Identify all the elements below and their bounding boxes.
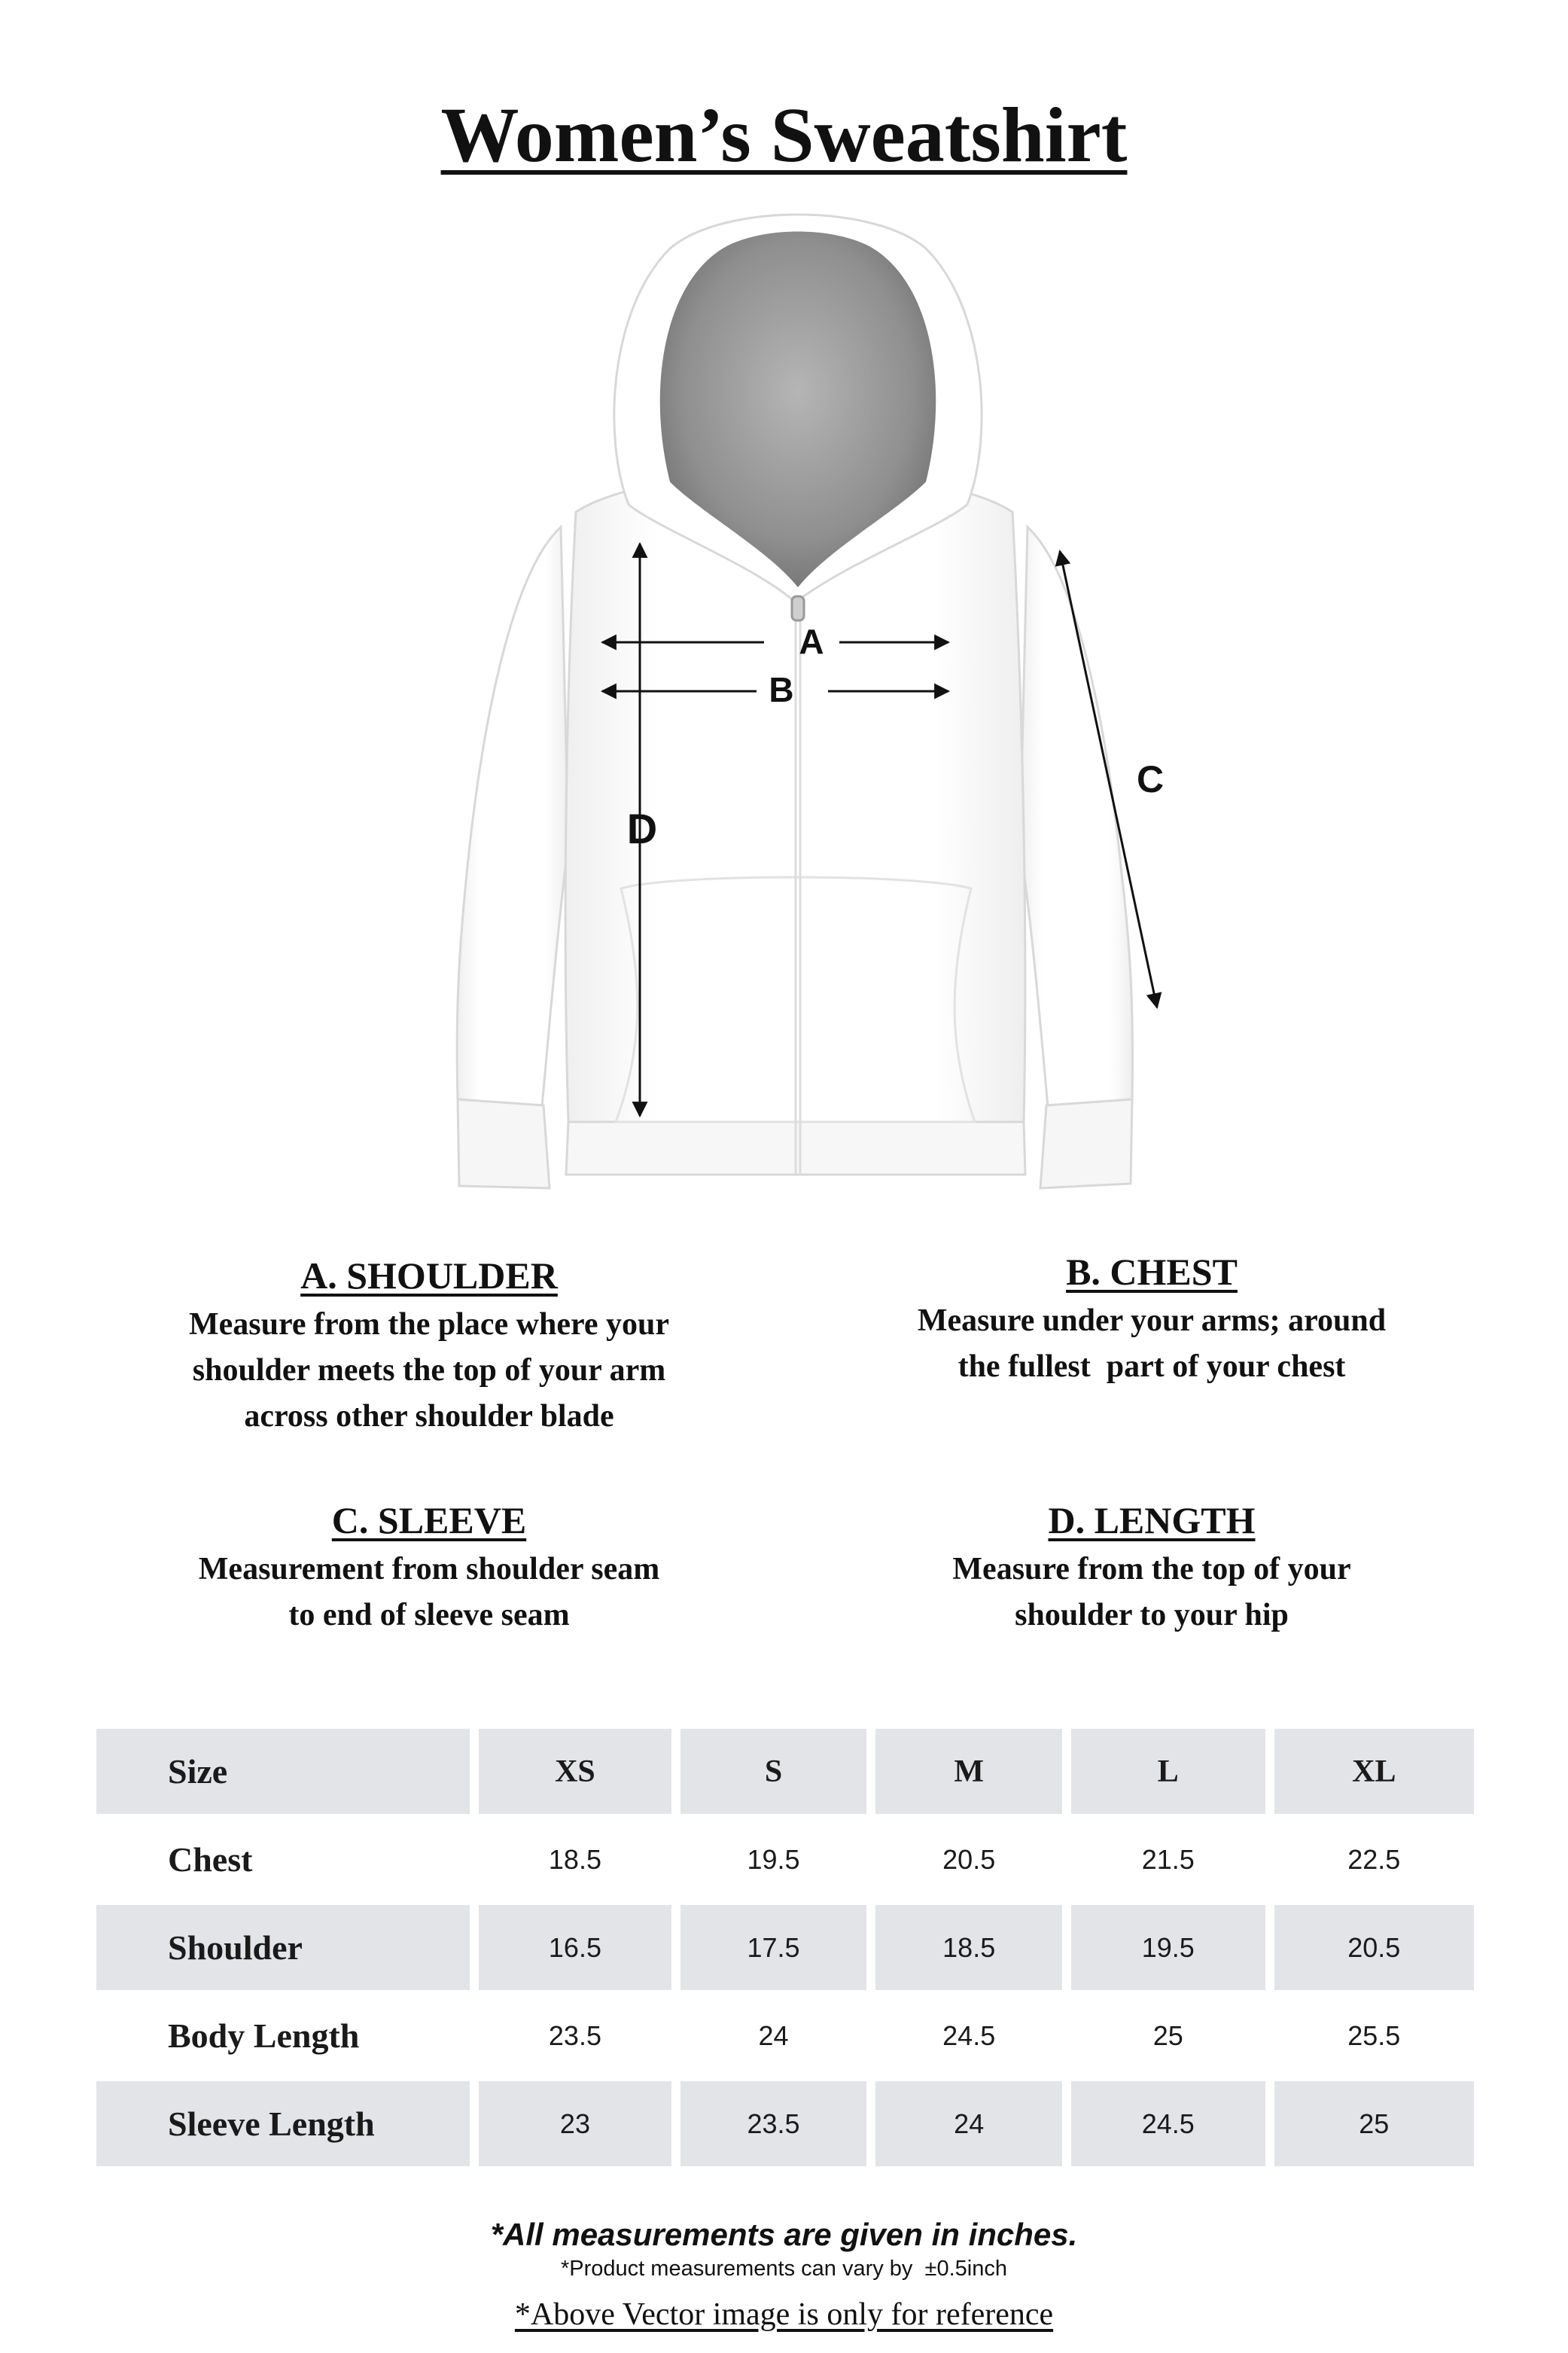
section-heading: A. SHOULDER <box>300 1254 558 1297</box>
row-label: Sleeve Length <box>96 2081 470 2166</box>
section-description: Measure under your arms; around the fullest part of your chest <box>917 1303 1387 1384</box>
label-d: D <box>626 805 658 852</box>
table-cell: 19.5 <box>747 1843 800 1875</box>
section-shoulder <box>143 1254 715 1440</box>
table-cell: 24.5 <box>942 2019 996 2051</box>
table-cell: 23.5 <box>548 2019 601 2051</box>
table-cell: 20.5 <box>942 1843 996 1875</box>
header-cell: Size <box>96 1729 470 1814</box>
table-cell: 20.5 <box>1274 1905 1474 1990</box>
page-title: Women’s Sweatshirt <box>440 92 1128 178</box>
section-description: Measure from the place where your shoulder meets the top of your arm across other shoulder blade <box>188 1307 670 1434</box>
label-c: C <box>1136 758 1165 800</box>
section-sleeve <box>143 1498 715 1638</box>
table-row <box>96 1993 1474 2078</box>
table-row <box>96 2081 1474 2166</box>
sweatshirt-shape <box>457 215 1132 1188</box>
label-b: B <box>769 670 794 709</box>
table-row <box>96 1905 1474 1990</box>
table-cell: 25.5 <box>1347 2019 1401 2051</box>
header-cell: L <box>1071 1729 1265 1814</box>
header-cell: S <box>680 1729 867 1814</box>
table-cell: 22.5 <box>1347 1843 1401 1875</box>
table-cell: 21.5 <box>1141 1843 1195 1875</box>
label-a: A <box>799 622 824 661</box>
section-heading: C. SLEEVE <box>331 1499 527 1541</box>
section-chest <box>858 1250 1445 1390</box>
note-inches: *All measurements are given in inches. <box>490 2217 1078 2252</box>
table-cell: 24.5 <box>1071 2081 1265 2166</box>
table-cell: 23.5 <box>680 2081 867 2166</box>
table-cell: 18.5 <box>548 1843 601 1875</box>
table-row <box>96 1817 1474 1902</box>
note-reference: *Above Vector image is only for reference <box>514 2297 1054 2332</box>
note-variance: *Product measurements can vary by ±0.5inch <box>561 2257 1007 2281</box>
table-header-row <box>96 1729 1474 1814</box>
row-label: Body Length <box>168 2016 360 2055</box>
section-heading: B. CHEST <box>1066 1251 1238 1293</box>
row-label: Chest <box>168 1840 253 1879</box>
header-cell: M <box>875 1729 1062 1814</box>
section-length <box>858 1498 1445 1638</box>
size-table <box>96 1729 1474 2169</box>
row-label: Shoulder <box>96 1905 470 1990</box>
section-description: Measure from the top of your shoulder to your hip <box>952 1552 1351 1632</box>
table-cell: 24 <box>758 2019 789 2051</box>
table-cell: 25 <box>1152 2019 1183 2051</box>
table-cell: 18.5 <box>875 1905 1062 1990</box>
table-cell: 16.5 <box>479 1905 671 1990</box>
table-cell: 24 <box>875 2081 1062 2166</box>
sweatshirt-illustration <box>422 196 1250 1220</box>
header-cell: XS <box>479 1729 671 1814</box>
table-cell: 19.5 <box>1071 1905 1265 1990</box>
header-cell: XL <box>1274 1729 1474 1814</box>
table-cell: 17.5 <box>680 1905 867 1990</box>
section-description: Measurement from shoulder seam to end of sleeve seam <box>198 1552 660 1632</box>
table-cell: 23 <box>479 2081 671 2166</box>
table-cell: 25 <box>1274 2081 1474 2166</box>
section-heading: D. LENGTH <box>1048 1499 1256 1541</box>
